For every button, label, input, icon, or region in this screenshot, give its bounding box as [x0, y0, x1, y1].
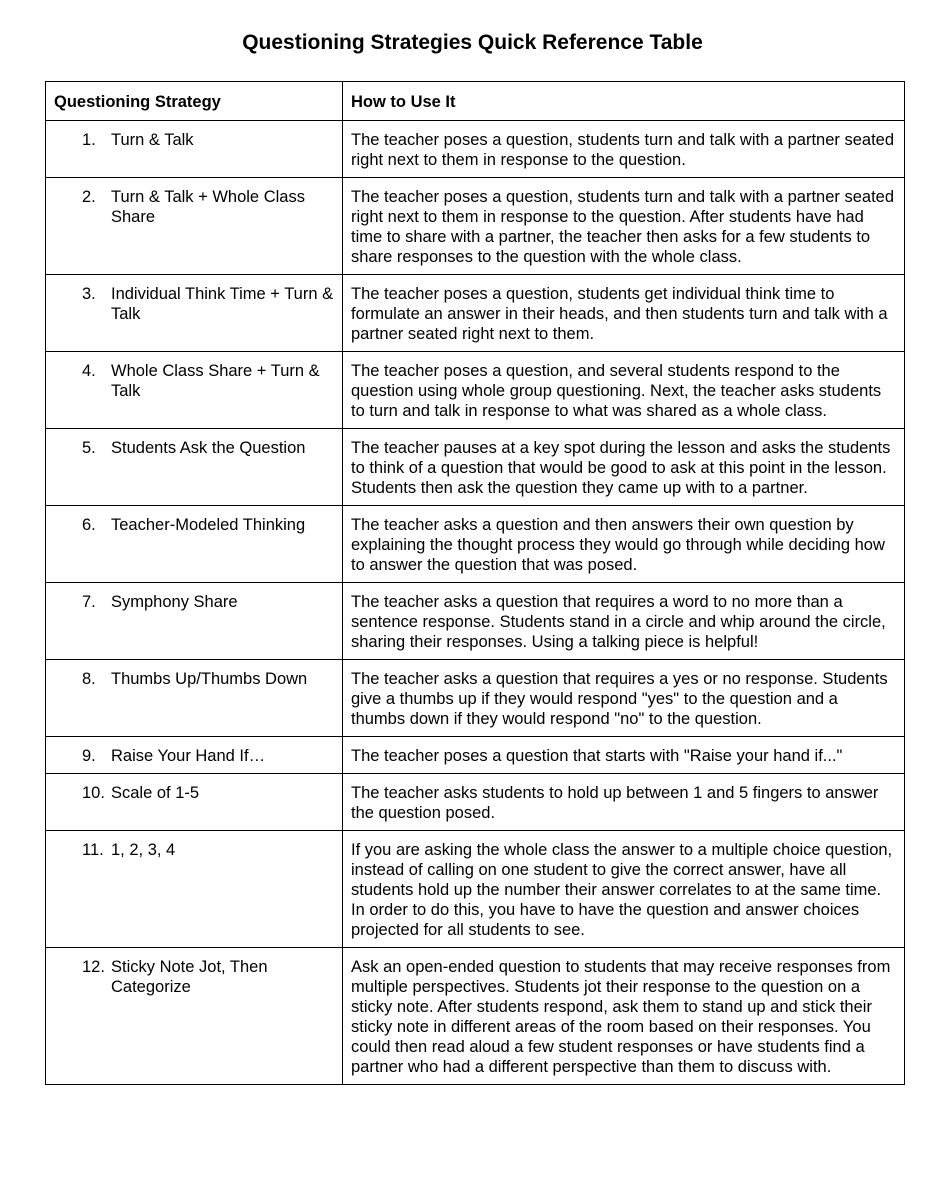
- how-to-use-cell: Ask an open-ended question to students that may receive responses from multiple perspectives. Students jot their response to the question on a sticky note. After students respond, ask them to stand up and stick their sticky note in different areas of the room based on their responses. You could then read aloud a few student responses or have students find a partner who had a different perspective than them to discuss with.: [343, 948, 905, 1085]
- strategy-cell: [46, 831, 343, 948]
- how-to-use-cell: The teacher asks a question and then answers their own question by explaining the thought process they would go through while deciding how to answer the question that was posed.: [343, 506, 905, 583]
- strategy-number: 9.: [82, 747, 96, 765]
- how-to-use-cell: The teacher asks a question that requires a word to no more than a sentence response. Students stand in a circle and whip around the circle, sharing their responses. Using a talking piece is helpful!: [343, 583, 905, 660]
- strategy-name: Scale of 1-5: [111, 784, 200, 802]
- strategy-name: Thumbs Up/Thumbs Down: [111, 670, 308, 688]
- table-row: [46, 429, 905, 506]
- strategy-name: Whole Class Share + Turn & Talk: [111, 362, 320, 400]
- strategy-cell: [46, 948, 343, 1085]
- how-to-use-cell: The teacher asks students to hold up between 1 and 5 fingers to answer the question posed.: [343, 774, 905, 831]
- strategy-cell: [46, 737, 343, 774]
- strategy-number: 6.: [82, 516, 96, 534]
- header-strategy: Questioning Strategy: [46, 82, 343, 121]
- how-to-use-cell: If you are asking the whole class the answer to a multiple choice question, instead of calling on one student to give the correct answer, have all students hold up the number their answer correlates to at the same time. In order to do this, you have to have the question and answer choices projected for all students to see.: [343, 831, 905, 948]
- strategy-name: Turn & Talk: [111, 131, 194, 149]
- table-row: [46, 737, 905, 774]
- strategies-table: [45, 81, 905, 1085]
- strategy-cell: [46, 178, 343, 275]
- how-to-use-cell: The teacher poses a question, students turn and talk with a partner seated right next to them in response to the question. After students have had time to share with a partner, the teacher then asks for a few students to share responses to the question with the whole class.: [343, 178, 905, 275]
- strategy-name: Symphony Share: [111, 593, 238, 611]
- how-to-use-cell: The teacher poses a question, students get individual think time to formulate an answer in their heads, and then students turn and talk with a partner seated right next to them.: [343, 275, 905, 352]
- table-row: [46, 178, 905, 275]
- table-row: [46, 948, 905, 1085]
- table-row: [46, 506, 905, 583]
- how-to-use-cell: The teacher poses a question, and several students respond to the question using whole group questioning. Next, the teacher asks students to turn and talk in response to what was shared as a whole class.: [343, 352, 905, 429]
- table-header-row: [46, 82, 905, 121]
- strategy-number: 1.: [82, 131, 96, 149]
- table-row: [46, 583, 905, 660]
- strategy-name: Raise Your Hand If…: [111, 747, 266, 765]
- strategy-number: 5.: [82, 439, 96, 457]
- how-to-use-cell: The teacher poses a question that starts with "Raise your hand if...": [343, 737, 905, 774]
- table-row: [46, 275, 905, 352]
- strategy-name: Teacher-Modeled Thinking: [111, 516, 306, 534]
- table-row: [46, 352, 905, 429]
- table-row: [46, 774, 905, 831]
- strategy-cell: [46, 660, 343, 737]
- how-to-use-cell: The teacher poses a question, students turn and talk with a partner seated right next to them in response to the question.: [343, 121, 905, 178]
- strategy-number: 4.: [82, 362, 96, 380]
- table-row: [46, 831, 905, 948]
- table-row: [46, 121, 905, 178]
- strategy-name: Turn & Talk + Whole Class Share: [111, 188, 305, 226]
- strategy-name: Sticky Note Jot, Then Categorize: [111, 958, 268, 996]
- strategy-cell: [46, 506, 343, 583]
- strategy-cell: [46, 275, 343, 352]
- strategy-cell: [46, 774, 343, 831]
- strategy-number: 11.: [82, 841, 104, 859]
- header-how-to-use: How to Use It: [343, 82, 905, 121]
- strategy-number: 8.: [82, 670, 96, 688]
- strategy-number: 12.: [82, 958, 105, 976]
- strategy-number: 2.: [82, 188, 96, 206]
- strategy-name: 1, 2, 3, 4: [111, 841, 176, 859]
- strategy-cell: [46, 429, 343, 506]
- strategy-number: 7.: [82, 593, 96, 611]
- page-title: Questioning Strategies Quick Reference Table: [242, 31, 703, 54]
- strategy-cell: [46, 583, 343, 660]
- strategy-cell: [46, 121, 343, 178]
- strategy-name: Individual Think Time + Turn & Talk: [111, 285, 334, 323]
- how-to-use-cell: The teacher asks a question that requires a yes or no response. Students give a thumbs up if they would respond "yes" to the question and a thumbs down if they would respond "no" to the question.: [343, 660, 905, 737]
- strategy-number: 10.: [82, 784, 105, 802]
- strategy-name: Students Ask the Question: [111, 439, 306, 457]
- table-row: [46, 660, 905, 737]
- strategy-number: 3.: [82, 285, 96, 303]
- strategy-cell: [46, 352, 343, 429]
- how-to-use-cell: The teacher pauses at a key spot during the lesson and asks the students to think of a question that would be good to ask at this point in the lesson. Students then ask the question they came up with to a partner.: [343, 429, 905, 506]
